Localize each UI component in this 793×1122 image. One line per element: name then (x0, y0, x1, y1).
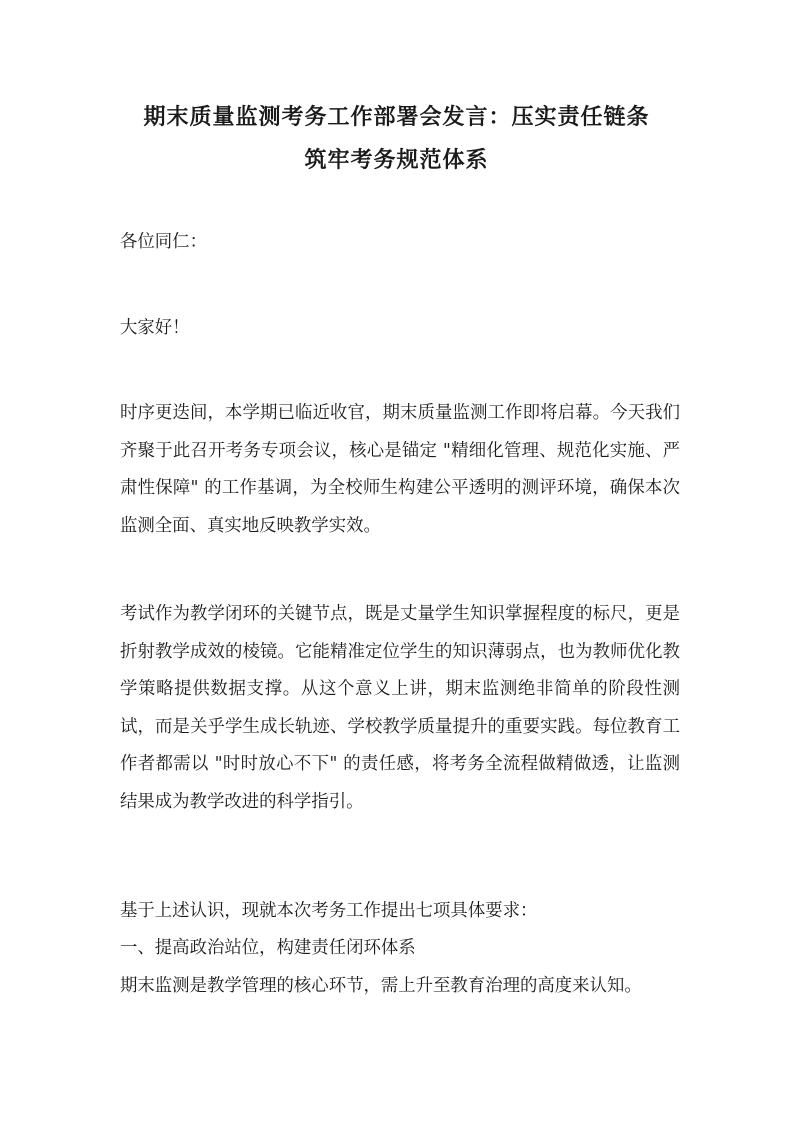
requirements-intro: 基于上述认识，现就本次考务工作提出七项具体要求： (120, 901, 538, 921)
section-1-heading: 一、提高政治站位，构建责任闭环体系 (120, 938, 416, 958)
paragraph-opening: 时序更迭间，本学期已临近收官，期末质量监测工作即将启幕。今天我们齐聚于此召开考务专项会议，核心是锚定 "精细化管理、规范化实施、严肃性保障" 的工作基调，为全校师生构建公平透明的测评环境，确保本次监测全面、真实地反映教学实效。 (120, 403, 680, 536)
paragraph-exam-significance: 考试作为教学闭环的关键节点，既是丈量学生知识掌握程度的标尺，更是折射教学成效的棱镜。它能精准定位学生的知识薄弱点，也为教师优化教学策略提供数据支撑。从这个意义上讲，期末监测绝非简单的阶段性测试，而是关乎学生成长轨迹、学校教学质量提升的重要实践。每位教育工作者都需以 "时时放心不下" 的责任感，将考务全流程做精做透，让监测结果成为教学改进的科学指引。 (120, 604, 680, 812)
salutation: 各位同仁： (120, 232, 207, 252)
document-title-line-2: 筑牢考务规范体系 (304, 147, 489, 173)
document-title-line-1: 期末质量监测考务工作部署会发言：压实责任链条 (143, 104, 650, 130)
greeting: 大家好！ (120, 318, 190, 338)
section-1-text: 期末监测是教学管理的核心环节，需上升至教育治理的高度来认知。 (120, 976, 642, 996)
